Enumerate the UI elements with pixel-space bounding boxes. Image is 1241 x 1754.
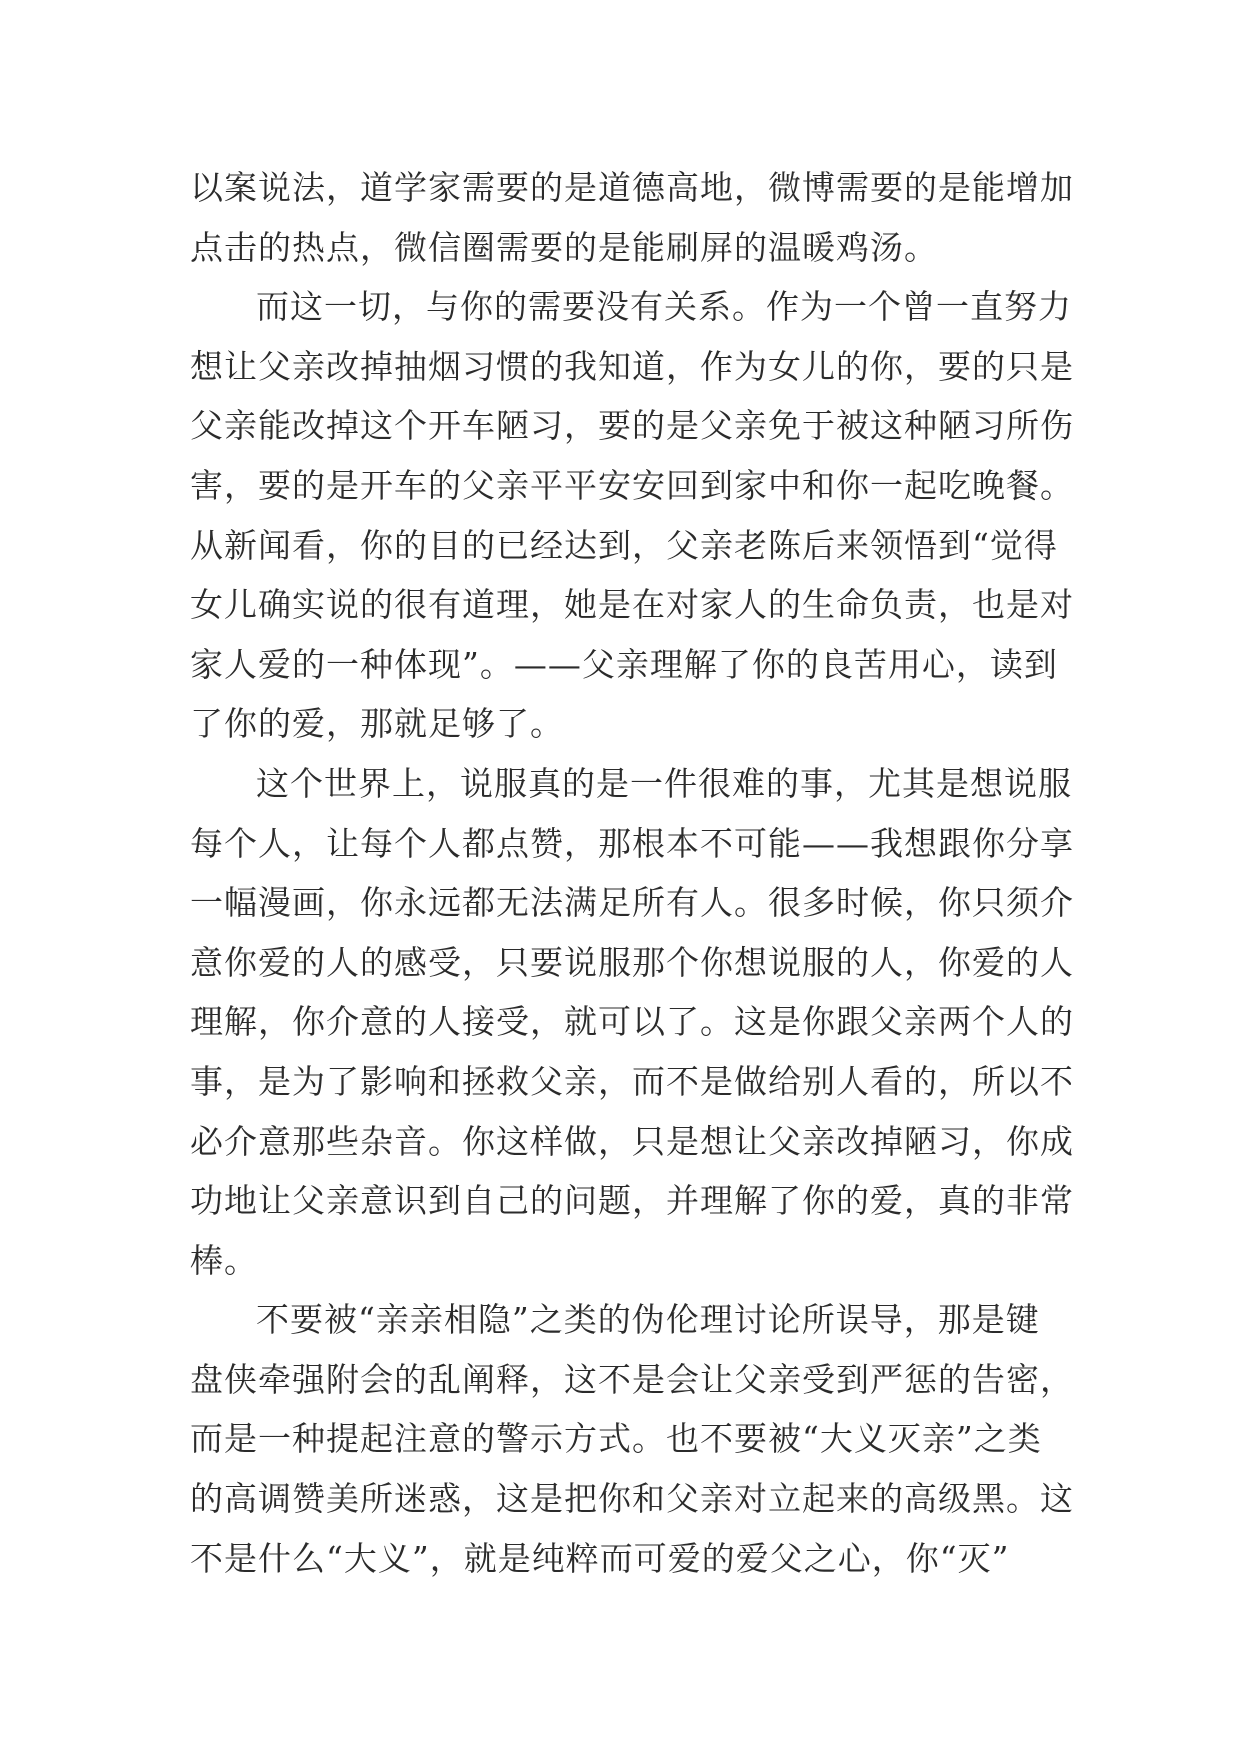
text-line: 意你爱的人的感受，只要说服那个你想说服的人，你爱的人 [190,942,1074,982]
text-line: 了你的爱，那就足够了。 [190,704,564,744]
text-line: 盘侠牵强附会的乱阐释，这不是会让父亲受到严惩的告密， [190,1359,1074,1399]
text-line: 的高调赞美所迷惑，这是把你和父亲对立起来的高级黑。这 [190,1479,1074,1519]
text-line: 家人爱的一种体现”。——父亲理解了你的良苦用心，读到 [190,644,1058,684]
text-line: 从新闻看，你的目的已经达到，父亲老陈后来领悟到“觉得 [190,525,1058,565]
text-line: 女儿确实说的很有道理，她是在对家人的生命负责，也是对 [190,585,1074,625]
text-line: 一幅漫画，你永远都无法满足所有人。很多时候，你只须介 [190,883,1074,923]
text-line: 点击的热点，微信圈需要的是能刷屏的温暖鸡汤。 [190,227,938,267]
text-line: 想让父亲改掉抽烟习惯的我知道，作为女儿的你，要的只是 [190,346,1074,386]
paragraph-start-line: 而这一切，与你的需要没有关系。作为一个曾一直努力 [256,287,1072,327]
text-line: 理解，你介意的人接受，就可以了。这是你跟父亲两个人的 [190,1002,1074,1042]
paragraph-start-line: 不要被“亲亲相隐”之类的伪伦理讨论所误导，那是键 [256,1300,1040,1340]
text-line: 以案说法，道学家需要的是道德高地，微博需要的是能增加 [190,168,1074,207]
text-line: 事，是为了影响和拯救父亲，而不是做给别人看的，所以不 [190,1061,1074,1101]
text-line: 必介意那些杂音。你这样做，只是想让父亲改掉陋习，你成 [190,1121,1074,1161]
text-line: 不是什么“大义”，就是纯粹而可爱的爱父之心，你“灭” [190,1538,1010,1578]
paragraph-start-line: 这个世界上，说服真的是一件很难的事，尤其是想说服 [256,763,1072,803]
text-line: 每个人，让每个人都点赞，那根本不可能——我想跟你分享 [190,823,1074,863]
text-line: 父亲能改掉这个开车陋习，要的是父亲免于被这种陋习所伤 [190,406,1074,446]
text-line: 害，要的是开车的父亲平平安安回到家中和你一起吃晚餐。 [190,465,1074,505]
text-line: 而是一种提起注意的警示方式。也不要被“大义灭亲”之类 [190,1419,1042,1459]
text-line: 棒。 [190,1240,258,1280]
article-body [190,158,1074,1588]
text-line: 功地让父亲意识到自己的问题，并理解了你的爱，真的非常 [190,1181,1074,1221]
